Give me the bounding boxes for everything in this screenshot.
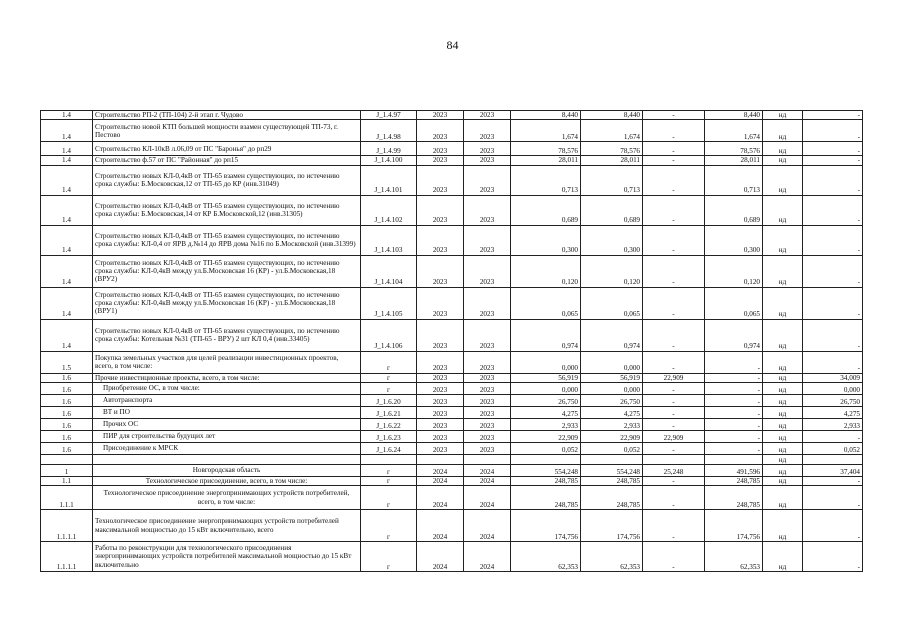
row-value-4: 1,674 (705, 120, 763, 142)
row-description: Строительство РП-2 (ТП-104) 2-й этап г. Чудово (93, 111, 361, 120)
row-value-total: 554,248 (511, 464, 581, 476)
row-year-end: 2023 (464, 430, 511, 442)
row-description: Работы по реконструкции для технологического присоединения энергопринимающих устройств потребителей максимальной мощностью до 15 кВт включительно (93, 542, 361, 572)
row-value-total: 4,275 (511, 406, 581, 418)
row-value-5: - (803, 351, 863, 373)
row-value-2: 78,576 (581, 142, 643, 156)
row-code: г (361, 510, 417, 542)
row-value-3: - (643, 406, 705, 418)
row-value-3: - (643, 156, 705, 165)
table-row (41, 142, 863, 156)
row-value-5: - (803, 120, 863, 142)
row-value-4: - (705, 373, 763, 382)
row-value-total: 28,011 (511, 156, 581, 165)
row-year-start: 2023 (417, 418, 464, 430)
row-year-end: 2024 (464, 476, 511, 485)
row-value-5: 4,275 (803, 406, 863, 418)
row-value-4: 28,011 (705, 156, 763, 165)
row-code: J_1.4.97 (361, 111, 417, 120)
table-row (41, 351, 863, 373)
row-year-end: 2024 (464, 542, 511, 572)
row-year-end: 2023 (464, 255, 511, 287)
row-id: 1 (41, 464, 93, 476)
row-year-end: 2023 (464, 351, 511, 373)
row-unit: нд (763, 464, 803, 476)
row-year-start: 2023 (417, 142, 464, 156)
row-unit: нд (763, 406, 803, 418)
row-id: 1.6 (41, 418, 93, 430)
row-value-3: - (643, 351, 705, 373)
table-row (41, 394, 863, 406)
row-value-total: 8,440 (511, 111, 581, 120)
row-value-total: 0,300 (511, 225, 581, 255)
row-year-start: 2023 (417, 111, 464, 120)
row-code: J_1.6.22 (361, 418, 417, 430)
row-value-3: - (643, 418, 705, 430)
row-id: 1.4 (41, 287, 93, 319)
row-id: 1.4 (41, 195, 93, 225)
row-value-2: 22,909 (581, 430, 643, 442)
row-year-end: 2023 (464, 142, 511, 156)
row-value-3: - (643, 510, 705, 542)
row-value-2: 0,000 (581, 351, 643, 373)
row-year-start: 2023 (417, 156, 464, 165)
row-value-2: 28,011 (581, 156, 643, 165)
row-unit: нд (763, 510, 803, 542)
row-value-total: 0,000 (511, 382, 581, 394)
table-row (41, 406, 863, 418)
row-value-2: 248,785 (581, 486, 643, 510)
table-row (41, 430, 863, 442)
row-value-total: 0,120 (511, 255, 581, 287)
row-unit: нд (763, 382, 803, 394)
row-value-3: - (643, 442, 705, 454)
row-id: 1.4 (41, 225, 93, 255)
row-description: Строительство новых КЛ-0,4кВ от ТП-65 взамен существующих, по истечению срока службы: Б.Московская,12 от ТП-65 до КР (инв.31049) (93, 165, 361, 195)
row-description: Новгородская область (93, 464, 361, 476)
row-value-2: 248,785 (581, 476, 643, 485)
row-value-2: 8,440 (581, 111, 643, 120)
table-row (41, 476, 863, 485)
row-unit: нд (763, 195, 803, 225)
row-year-start: 2023 (417, 287, 464, 319)
row-value-2: 56,919 (581, 373, 643, 382)
row-year-start: 2024 (417, 476, 464, 485)
row-value-total: 0,000 (511, 351, 581, 373)
row-id: 1.4 (41, 319, 93, 351)
row-value-3: - (643, 225, 705, 255)
row-value-4: - (705, 394, 763, 406)
row-value-3: - (643, 542, 705, 572)
row-value-3: - (643, 111, 705, 120)
row-unit: нд (763, 394, 803, 406)
row-value-3: - (643, 142, 705, 156)
row-unit: нд (763, 120, 803, 142)
row-unit: нд (763, 476, 803, 485)
row-value-5: - (803, 156, 863, 165)
row-value-total: 2,933 (511, 418, 581, 430)
row-code: г (361, 464, 417, 476)
row-value-4: - (705, 382, 763, 394)
row-value-total: 0,713 (511, 165, 581, 195)
row-year-start: 2023 (417, 442, 464, 454)
row-value-5 (803, 454, 863, 464)
row-description: ВТ и ПО (93, 406, 361, 418)
row-code: J_1.6.20 (361, 394, 417, 406)
table-row (41, 510, 863, 542)
row-value-3: 25,248 (643, 464, 705, 476)
table-row (41, 111, 863, 120)
row-value-5: 0,052 (803, 442, 863, 454)
row-unit: нд (763, 287, 803, 319)
row-id: 1.6 (41, 430, 93, 442)
row-value-4: 8,440 (705, 111, 763, 120)
row-value-3 (643, 454, 705, 464)
row-value-2 (581, 454, 643, 464)
row-id: 1.6 (41, 373, 93, 382)
table-row (41, 382, 863, 394)
row-code: г (361, 486, 417, 510)
row-value-4 (705, 454, 763, 464)
row-value-2: 0,974 (581, 319, 643, 351)
row-value-3: - (643, 382, 705, 394)
row-value-2: 0,052 (581, 442, 643, 454)
row-value-4: - (705, 351, 763, 373)
row-id: 1.1 (41, 476, 93, 485)
row-value-2: 174,756 (581, 510, 643, 542)
row-value-2: 62,353 (581, 542, 643, 572)
row-year-start: 2024 (417, 510, 464, 542)
row-value-2: 0,300 (581, 225, 643, 255)
row-value-total: 78,576 (511, 142, 581, 156)
row-id: 1.6 (41, 442, 93, 454)
table-row (41, 418, 863, 430)
row-id: 1.4 (41, 156, 93, 165)
table-row (41, 120, 863, 142)
row-description: Строительство ф.57 от ПС "Районная" до рп15 (93, 156, 361, 165)
row-year-end: 2023 (464, 225, 511, 255)
row-year-end: 2024 (464, 486, 511, 510)
row-year-end: 2023 (464, 418, 511, 430)
row-value-total: 248,785 (511, 476, 581, 485)
row-code: J_1.6.24 (361, 442, 417, 454)
row-year-end: 2024 (464, 464, 511, 476)
row-description: Технологическое присоединение энергопринимающих устройств потребителей максимальной мощностью до 15 кВт включительно, всего (93, 510, 361, 542)
row-value-4: - (705, 430, 763, 442)
row-value-4: - (705, 442, 763, 454)
table-row (41, 156, 863, 165)
row-value-3: - (643, 195, 705, 225)
row-id (41, 454, 93, 464)
row-unit: нд (763, 442, 803, 454)
row-year-end (464, 454, 511, 464)
row-unit: нд (763, 319, 803, 351)
row-value-5: - (803, 255, 863, 287)
row-description: Строительство КЛ-10кВ л.06,09 от ПС "Баронья" до рп29 (93, 142, 361, 156)
investment-table (40, 110, 863, 572)
row-value-4: 0,120 (705, 255, 763, 287)
row-year-start: 2024 (417, 542, 464, 572)
row-description: Присоединение к МРСК (93, 442, 361, 454)
row-value-5: - (803, 111, 863, 120)
row-value-4: 62,353 (705, 542, 763, 572)
row-unit: нд (763, 486, 803, 510)
row-value-3: - (643, 120, 705, 142)
row-value-5: - (803, 476, 863, 485)
row-value-total: 174,756 (511, 510, 581, 542)
row-description: Технологическое присоединение энергопринимающих устройств потребителей, всего, в том числе: (93, 486, 361, 510)
row-value-4: 0,974 (705, 319, 763, 351)
row-value-total: 22,909 (511, 430, 581, 442)
row-year-end: 2023 (464, 287, 511, 319)
row-year-start: 2023 (417, 165, 464, 195)
row-unit: нд (763, 418, 803, 430)
row-code (361, 454, 417, 464)
row-year-start: 2023 (417, 319, 464, 351)
row-description: Строительство новых КЛ-0,4кВ от ТП-65 взамен существующих, по истечению срока службы: КЛ-0,4кВ между ул.Б.Московская 16 (КР) - ул.Б.Московская,18 (ВРУ1) (93, 287, 361, 319)
table-row (41, 255, 863, 287)
row-year-end: 2023 (464, 442, 511, 454)
table-row (41, 486, 863, 510)
row-id: 1.1.1 (41, 486, 93, 510)
row-code: J_1.6.21 (361, 406, 417, 418)
row-code: J_1.4.103 (361, 225, 417, 255)
row-code: J_1.4.101 (361, 165, 417, 195)
row-id: 1.1.1.1 (41, 542, 93, 572)
row-description: Приобретение ОС, в том числе: (93, 382, 361, 394)
row-value-4: 78,576 (705, 142, 763, 156)
row-year-start: 2023 (417, 394, 464, 406)
row-value-5: - (803, 225, 863, 255)
row-value-total: 248,785 (511, 486, 581, 510)
row-id: 1.4 (41, 120, 93, 142)
row-value-4: 0,713 (705, 165, 763, 195)
row-value-5: 26,750 (803, 394, 863, 406)
row-value-2: 4,275 (581, 406, 643, 418)
row-value-2: 0,000 (581, 382, 643, 394)
table-row (41, 542, 863, 572)
row-id: 1.1.1.1 (41, 510, 93, 542)
row-code: г (361, 351, 417, 373)
row-id: 1.4 (41, 111, 93, 120)
row-unit: нд (763, 373, 803, 382)
row-value-5: 0,000 (803, 382, 863, 394)
row-value-2: 0,689 (581, 195, 643, 225)
row-description: Покупка земельных участков для целей реализации инвестиционных проектов, всего, в том числе: (93, 351, 361, 373)
row-value-5: - (803, 510, 863, 542)
row-year-end: 2023 (464, 111, 511, 120)
row-unit: нд (763, 156, 803, 165)
row-value-total: 0,974 (511, 319, 581, 351)
row-value-4: 0,689 (705, 195, 763, 225)
row-value-5: - (803, 165, 863, 195)
row-id: 1.4 (41, 165, 93, 195)
row-value-5: 2,933 (803, 418, 863, 430)
row-year-end: 2023 (464, 319, 511, 351)
row-value-total: 26,750 (511, 394, 581, 406)
row-description: Строительство новой КТП большей мощности взамен существующей ТП-73, г. Пестово (93, 120, 361, 142)
row-value-total: 56,919 (511, 373, 581, 382)
row-unit: нд (763, 542, 803, 572)
row-id: 1.4 (41, 255, 93, 287)
row-code: J_1.6.23 (361, 430, 417, 442)
row-value-4: 491,596 (705, 464, 763, 476)
row-year-end: 2023 (464, 382, 511, 394)
row-value-5: 37,404 (803, 464, 863, 476)
page-number: 84 (446, 38, 459, 52)
row-year-start: 2023 (417, 406, 464, 418)
row-value-5: - (803, 142, 863, 156)
row-value-4: 248,785 (705, 476, 763, 485)
row-description (93, 454, 361, 464)
row-year-start: 2023 (417, 255, 464, 287)
row-code: г (361, 476, 417, 485)
row-value-2: 2,933 (581, 418, 643, 430)
row-value-4: 174,756 (705, 510, 763, 542)
table-row (41, 373, 863, 382)
table-row (41, 287, 863, 319)
row-year-start: 2023 (417, 430, 464, 442)
row-description: Строительство новых КЛ-0,4кВ от ТП-65 взамен существующих, по истечению срока службы: Котельная №31 (ТП-65 - ВРУ) 2 шт КЛ 0,4 (инв.33405) (93, 319, 361, 351)
row-value-2: 554,248 (581, 464, 643, 476)
row-value-2: 1,674 (581, 120, 643, 142)
row-code: J_1.4.102 (361, 195, 417, 225)
row-description: Строительство новых КЛ-0,4кВ от ТП-65 взамен существующих, по истечению срока службы: КЛ-0,4 от ЯРВ д.№14 до ЯРВ дома №16 по Б.Московской (инв.31399) (93, 225, 361, 255)
row-year-start: 2023 (417, 351, 464, 373)
row-description: Прочих ОС (93, 418, 361, 430)
row-value-total: 0,052 (511, 442, 581, 454)
row-year-end: 2024 (464, 510, 511, 542)
row-value-5: - (803, 287, 863, 319)
row-value-3: - (643, 255, 705, 287)
row-code: г (361, 373, 417, 382)
row-unit: нд (763, 255, 803, 287)
row-year-end: 2023 (464, 394, 511, 406)
row-description: ПИР для строительства будущих лет (93, 430, 361, 442)
row-id: 1.6 (41, 394, 93, 406)
row-value-5: - (803, 195, 863, 225)
row-value-4: 0,065 (705, 287, 763, 319)
row-value-3: - (643, 319, 705, 351)
row-code: J_1.4.98 (361, 120, 417, 142)
row-description: Строительство новых КЛ-0,4кВ от ТП-65 взамен существующих, по истечению срока службы: Б.Московская,14 от КР Б.Московской,12 (инв.31305) (93, 195, 361, 225)
row-year-end: 2023 (464, 156, 511, 165)
row-value-3: - (643, 394, 705, 406)
row-value-5: 34,009 (803, 373, 863, 382)
row-year-end: 2023 (464, 406, 511, 418)
row-id: 1.6 (41, 406, 93, 418)
table-row (41, 454, 863, 464)
row-value-2: 26,750 (581, 394, 643, 406)
row-unit: нд (763, 111, 803, 120)
row-unit: нд (763, 430, 803, 442)
row-description: Технологическое присоединение, всего, в том числе: (93, 476, 361, 485)
row-year-start: 2023 (417, 195, 464, 225)
table-row (41, 319, 863, 351)
row-id: 1.6 (41, 382, 93, 394)
row-year-start: 2023 (417, 373, 464, 382)
row-year-end: 2023 (464, 373, 511, 382)
row-year-start: 2023 (417, 225, 464, 255)
row-year-end: 2023 (464, 120, 511, 142)
row-value-2: 0,120 (581, 255, 643, 287)
row-code: J_1.4.105 (361, 287, 417, 319)
row-value-3: - (643, 476, 705, 485)
row-value-3: 22,909 (643, 430, 705, 442)
row-value-3: - (643, 486, 705, 510)
row-value-total: 62,353 (511, 542, 581, 572)
table-row (41, 165, 863, 195)
row-description: Прочие инвестиционные проекты, всего, в том числе: (93, 373, 361, 382)
row-year-start: 2023 (417, 120, 464, 142)
row-year-end: 2023 (464, 165, 511, 195)
row-value-total: 0,689 (511, 195, 581, 225)
row-code: J_1.4.106 (361, 319, 417, 351)
row-id: 1.5 (41, 351, 93, 373)
row-value-2: 0,065 (581, 287, 643, 319)
row-code: J_1.4.99 (361, 142, 417, 156)
row-code: J_1.4.104 (361, 255, 417, 287)
row-year-start: 2024 (417, 464, 464, 476)
row-value-total: 0,065 (511, 287, 581, 319)
row-description: Строительство новых КЛ-0,4кВ от ТП-65 взамен существующих, по истечению срока службы: КЛ-0,4кВ между ул.Б.Московская 16 (КР) - ул.Б.Московская,18 (ВРУ2) (93, 255, 361, 287)
row-code: J_1.4.100 (361, 156, 417, 165)
row-description: Автотранспорта (93, 394, 361, 406)
row-year-end: 2023 (464, 195, 511, 225)
row-unit: нд (763, 225, 803, 255)
row-year-start: 2023 (417, 382, 464, 394)
row-value-2: 0,713 (581, 165, 643, 195)
row-value-5: - (803, 486, 863, 510)
row-value-4: - (705, 406, 763, 418)
row-year-start (417, 454, 464, 464)
row-value-5: - (803, 430, 863, 442)
row-unit: нд (763, 454, 803, 464)
row-value-5: - (803, 319, 863, 351)
row-value-total: 1,674 (511, 120, 581, 142)
row-code: г (361, 542, 417, 572)
row-value-4: - (705, 418, 763, 430)
row-year-start: 2024 (417, 486, 464, 510)
row-value-4: 248,785 (705, 486, 763, 510)
row-value-3: - (643, 165, 705, 195)
row-unit: нд (763, 142, 803, 156)
table-row (41, 225, 863, 255)
row-unit: нд (763, 351, 803, 373)
row-unit: нд (763, 165, 803, 195)
table-row (41, 464, 863, 476)
row-value-total (511, 454, 581, 464)
row-value-5: - (803, 542, 863, 572)
row-value-4: 0,300 (705, 225, 763, 255)
row-code: г (361, 382, 417, 394)
row-value-3: 22,909 (643, 373, 705, 382)
row-value-3: - (643, 287, 705, 319)
table-row (41, 195, 863, 225)
table-row (41, 442, 863, 454)
row-id: 1.4 (41, 142, 93, 156)
